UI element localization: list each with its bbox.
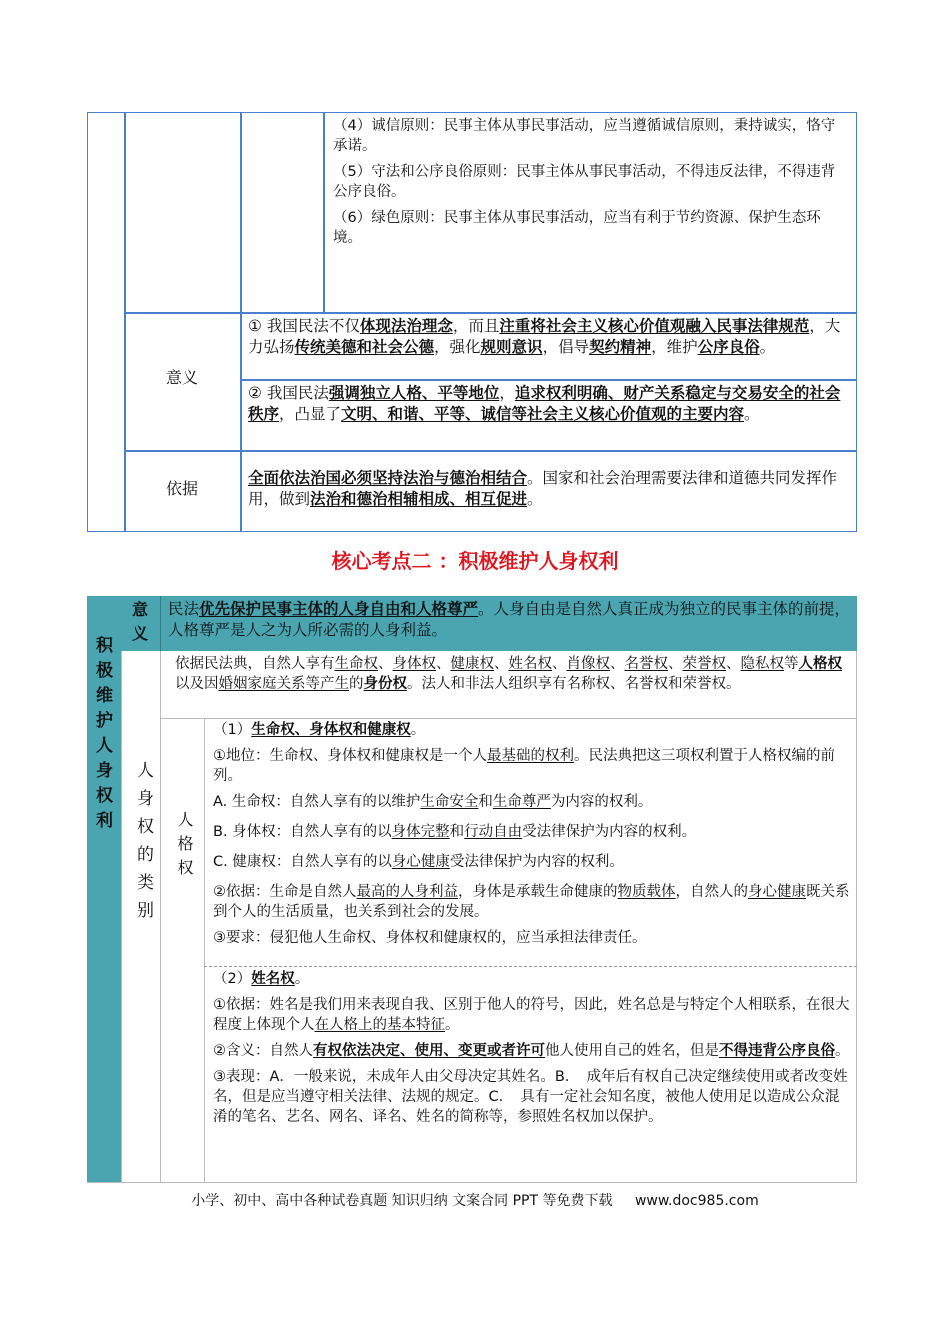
rights-intro: 依据民法典，自然人享有生命权、身体权、健康权、姓名权、肖像权、名誉权、荣誉权、隐私权等人格权以及因婚姻家庭关系等产生的身份权。法人和非法人组织享有名称权、名誉权和荣誉权。 xyxy=(175,656,842,692)
name-meaning: ②含义：自然人有权依法决定、使用、变更或者许可他人使用自己的姓名，但是不得违背公序良俗。 xyxy=(213,1043,850,1059)
body-right-def: B. 身体权：自然人享有的以身体完整和行动自由受法律保护为内容的权利。 xyxy=(213,824,697,840)
divider xyxy=(204,718,205,1183)
principle-6: （6）绿色原则：民事主体从事民事活动，应当有利于节约资源、保护生态环境。 xyxy=(333,210,821,246)
divider xyxy=(240,112,242,532)
life-requirement: ③要求：侵犯他人生命权、身体权和健康权的，应当承担法律责任。 xyxy=(213,930,647,946)
significance-label: 意义 xyxy=(132,600,149,643)
life-right-def: A. 生命权：自然人享有的以维护生命安全和生命尊严为内容的权利。 xyxy=(213,794,653,810)
divider xyxy=(87,1182,857,1183)
divider xyxy=(160,596,161,651)
principle-4: （4）诚信原则：民事主体从事民事活动，应当遵循诚信原则，秉持诚实，恪守承诺。 xyxy=(333,118,836,154)
life-basis: ②依据：生命是自然人最高的人身利益，身体是承载生命健康的物质载体，自然人的身心健康既关系到个人的生活质量，也关系到社会的发展。 xyxy=(213,884,850,920)
principles-table xyxy=(87,112,857,532)
name-right-section xyxy=(213,969,853,1133)
significance-label: 意义 xyxy=(165,368,198,387)
significance-2: ② 我国民法强调独立人格、平等地位，追求权利明确、财产关系稳定与交易安全的社会秩序，凸显了文明、和谐、平等、诚信等社会主义核心价值观的主要内容。 xyxy=(248,384,841,423)
divider xyxy=(124,112,126,532)
life-status: ①地位：生命权、身体权和健康权是一个人最基础的权利。民法典把这三项权利置于人格权编的前列。 xyxy=(213,748,835,784)
footer xyxy=(0,1191,950,1211)
principles-cell xyxy=(333,116,849,254)
divider xyxy=(856,651,857,1183)
divider xyxy=(160,651,161,1183)
life-body-health-section xyxy=(213,720,853,954)
divider xyxy=(160,718,857,719)
life-heading: （1）生命权、身体权和健康权。 xyxy=(213,722,426,738)
divider xyxy=(323,112,325,312)
divider xyxy=(124,312,857,314)
name-manifestation: ③表现：A．一般来说，未成年人由父母决定其姓名。B． 成年后有权自己决定继续使用或者改变姓名，但是应当遵守相关法律、法规的规定。C． 具有一定社会知名度，被他人使用足以造成公众混淆的笔名、艺名、网名、译名、姓名的简称等，参照姓名权加以保护。 xyxy=(213,1069,848,1125)
section-title: 核心考点二 ：积极维护人身权利 xyxy=(331,549,619,573)
side-label: 积极维护人身权利 xyxy=(92,636,112,836)
significance-1: ① 我国民法不仅体现法治理念，而且注重将社会主义核心价值观融入民事法律规范，大力弘扬传统美德和社会公德，强化规则意识，倡导契约精神，维护公序良俗。 xyxy=(248,317,841,356)
footer-text: 小学、初中、高中各种试卷真题 知识归纳 文案合同 PPT 等免费下载 xyxy=(191,1193,613,1209)
divider xyxy=(240,379,857,381)
principle-5: （5）守法和公序良俗原则：民事主体从事民事活动，不得违反法律，不得违背公序良俗。 xyxy=(333,164,836,200)
footer-url[interactable]: www.doc985.com xyxy=(634,1193,759,1209)
divider xyxy=(124,450,857,452)
basis-label: 依据 xyxy=(165,479,198,498)
types-label: 人身权的类别 xyxy=(133,761,153,929)
name-heading: （2）姓名权。 xyxy=(213,971,310,987)
name-basis: ①依据：姓名是我们用来表现自我、区别于他人的符号，因此，姓名总是与特定个人相联系，在很大程度上体现个人在人格上的基本特征。 xyxy=(213,997,850,1033)
basis-text: 全面依法治国必须坚持法治与德治相结合。国家和社会治理需要法律和道德共同发挥作用，做到法治和德治相辅相成、相互促进。 xyxy=(248,469,838,508)
divider xyxy=(204,966,857,967)
significance-text: 民法优先保护民事主体的人身自由和人格尊严。人身自由是自然人真正成为独立的民事主体的前提，人格尊严是人之为人所必需的人身利益。 xyxy=(168,600,851,639)
personal-rights-table xyxy=(87,596,857,1183)
health-right-def: C. 健康权：自然人享有的以身心健康受法律保护为内容的权利。 xyxy=(213,854,624,870)
personality-rights-label: 人格权 xyxy=(175,811,194,883)
divider xyxy=(121,651,122,1183)
